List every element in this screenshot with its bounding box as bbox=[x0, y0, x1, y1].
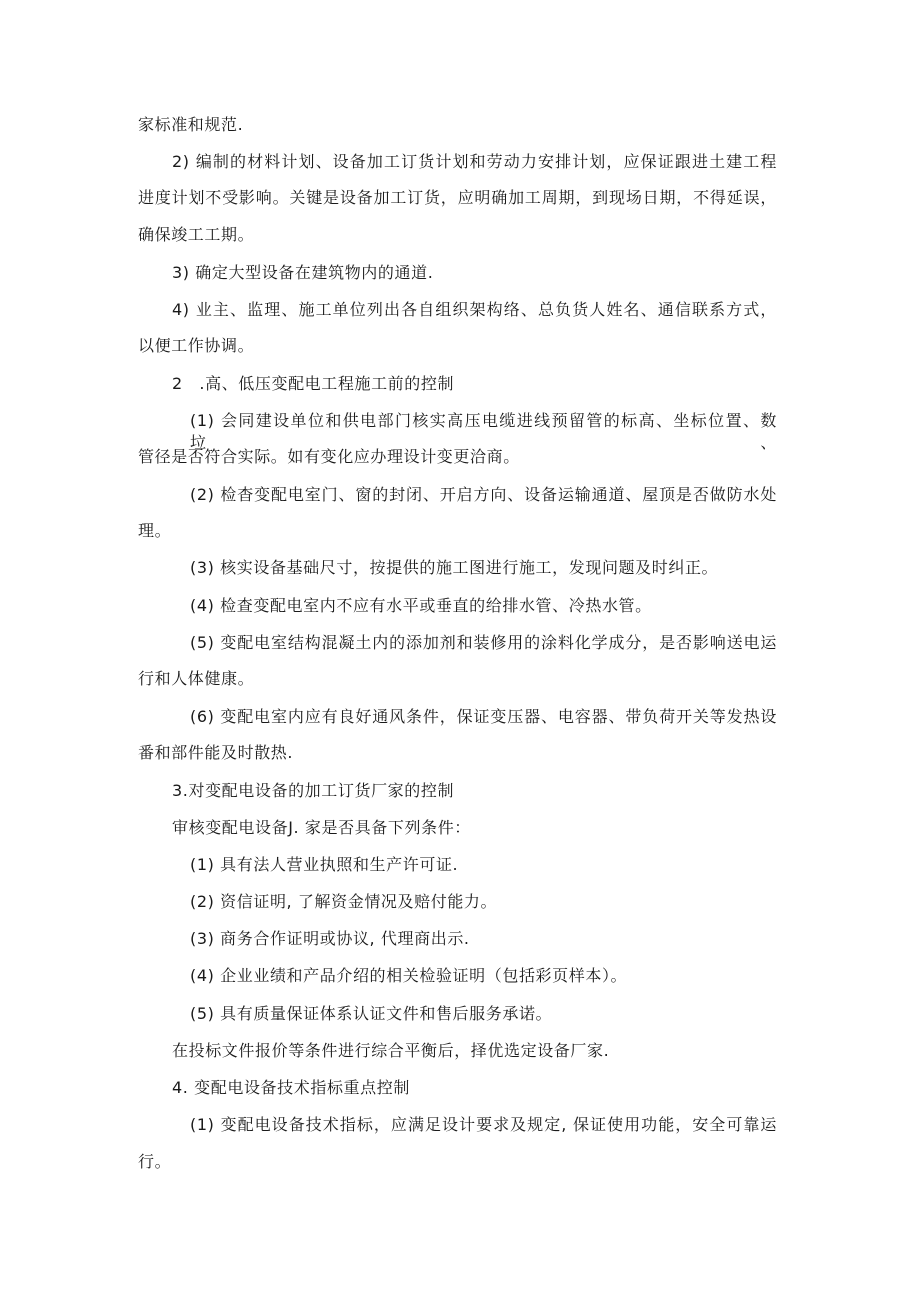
text-line: 2) 编制的材料计划、设备加工订货计划和劳动力安排计划，应保证跟进土建工程 bbox=[172, 152, 777, 171]
list-item: (1) 具有法人营业执照和生产许可证. bbox=[190, 855, 459, 874]
text-line: (4) 检查变配电室内不应有水平或垂直的给排水管、冷热水管。 bbox=[190, 596, 652, 615]
text-line: 以便工作协调。 bbox=[138, 336, 255, 355]
text-line: (2) 检杳变配电室门、窗的封闭、开启方向、设备运输通道、屋顶是否做防水处 bbox=[190, 485, 777, 504]
section-heading: 2 .高、低压变配电工程施工前的控制 bbox=[172, 374, 455, 393]
text-line: 3) 确定大型设备在建筑物内的通道. bbox=[172, 263, 434, 282]
text-line: (6) 变配电室内应有良好通风条件，保证变压器、电容器、带负荷开关等发热设 bbox=[190, 707, 777, 726]
text-line: 家标准和规范. bbox=[138, 115, 244, 134]
text-line: 番和部件能及时散热. bbox=[138, 743, 294, 762]
text-line: 审核变配电设备J. 家是否具备下列条件： bbox=[172, 818, 471, 837]
list-item: (2) 资信证明, 了解资金情况及赔付能力。 bbox=[190, 892, 498, 911]
text-line: 确保竣工工期。 bbox=[138, 225, 255, 244]
section-heading: 4. 变配电设备技术指标重点控制 bbox=[172, 1078, 410, 1097]
list-item: (4) 企业业绩和产品介绍的相关检验证明（包括彩页样本）。 bbox=[190, 966, 628, 985]
text-line: 管径是否符合实际。如有变化应办理设计变更洽商。 bbox=[138, 447, 520, 466]
text-line: 理。 bbox=[138, 521, 172, 540]
section-heading: 3.对变配电设备的加工订货厂家的控制 bbox=[172, 781, 455, 800]
text-line: 在投标文件报价等条件进行综合平衡后，择优选定设备厂家. bbox=[172, 1041, 610, 1060]
text-line: 行。 bbox=[138, 1152, 172, 1171]
text-line: 4) 业主、监理、施工单位列出各自组织架构络、总负货人姓名、通信联系方式， bbox=[172, 300, 777, 319]
list-item: (3) 商务合作证明或协议, 代理商出示. bbox=[190, 929, 470, 948]
text-line: 进度计划不受影响。关键是设备加工订货，应明确加工周期，到现场日期，不得延误， bbox=[138, 188, 777, 207]
text-line: (3) 核实设备基础尺寸，按提供的施工图进行施工，发现问题及时纠正。 bbox=[190, 558, 719, 577]
text-line: (1) 会同建设单位和供电部门核实高压电缆进线预留管的标高、坐标位置、数垃、 bbox=[190, 411, 777, 452]
text-line: (5) 变配电室结构混凝土内的添加剂和装修用的涂料化学成分，是否影响送电运 bbox=[190, 633, 777, 652]
text-line: (1) 变配电设备技术指标，应满足设计要求及规定, 保证使用功能，安全可靠运 bbox=[190, 1115, 777, 1134]
list-item: (5) 具有质量保证体系认证文件和售后服务承诺。 bbox=[190, 1004, 553, 1023]
text-line: 行和人体健康。 bbox=[138, 669, 255, 688]
